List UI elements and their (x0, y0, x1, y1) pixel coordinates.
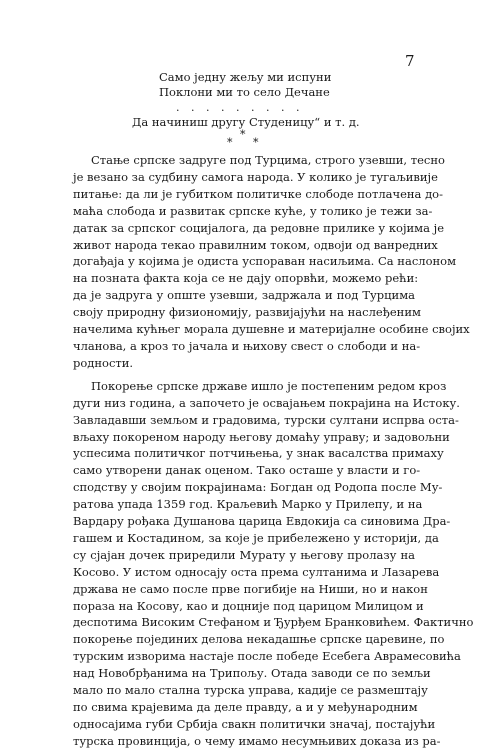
text-line: пораза на Косову, као и доцније под царицом Милицом и (73, 598, 424, 613)
text-line: ратова упада 1359 год. Краљевић Марко у Прилепу, и на (73, 497, 423, 512)
section-asterism: * * * (227, 128, 259, 149)
text-line: чланова, а кроз то јачала и њихову свест о слободи и на- (73, 338, 421, 353)
text-line: маћа слобода и развитак српске куће, у толико је тежи за- (73, 203, 433, 218)
text-line: Завладавши земљом и градовима, турски султани испрва оста- (73, 412, 459, 427)
text-line: држава не само после прве погибије на Ниши, но и након (73, 581, 428, 596)
text-line: дуги низ година, а започето је освајањем покрајина на Истоку. (73, 395, 460, 410)
text-line: своју природну физиономију, развијајући на наслеђеним (73, 305, 421, 320)
text-line: питање: да ли је губитком политичке слободе потлачена до- (73, 186, 443, 201)
text-line: родности. (73, 355, 134, 370)
text-line: Стање српске задруге под Турцима, строго узевши, тесно (91, 153, 445, 167)
paragraph (73, 378, 474, 750)
verse-quotation (132, 70, 432, 130)
text-line: по свима крајевима да деле правду, а и у међународним (73, 700, 418, 714)
text-line: начелима кућњег морала душевне и материјалне особине својих (73, 322, 470, 337)
text-line: живот народа текао правилним током, одвоји од ванредних (73, 237, 438, 252)
text-line: датак за српског социјалога, да редовне прилике у којима је (73, 220, 445, 235)
text-line: гашем и Костадином, за које је прибележено у историји, да (73, 530, 439, 545)
text-line: успесима политичког потчињења, у знак васалства примаху (73, 446, 444, 461)
text-line: турска провинција, о чему имамо несумњивих доказа из ра- (73, 733, 441, 748)
page-number: 7 (405, 52, 415, 70)
text-line: Вардару рођака Душанова царица Евдокија са синовима Дра- (73, 514, 451, 529)
text-line: над Новобрђанима на Трипољу. Отада заводи се по земљи (73, 666, 431, 681)
text-line: Покорење српске државе ишло је постепеним редом кроз (91, 378, 447, 393)
text-line: мало по мало стална турска управа, кадије се размештају (73, 683, 428, 698)
text-line: деспотима Високим Стефаном и Ђурђем Бранковићем. Фактично (73, 615, 474, 630)
verse-line: Поклони ми то село Дечане (159, 85, 330, 99)
verse-line: Само једну жељу ми испуни (159, 70, 332, 84)
text-line: односајима губи Србија свакн политички значај, постајући (73, 716, 436, 731)
verse-ellipsis: . . . . . . . . . (176, 101, 304, 114)
text-line: да је задруга у опште узевши, задржала и под Турцима (73, 288, 415, 303)
verse-closing-line: Да начиниш другу Студеницу“ и т. д. (132, 115, 360, 129)
text-line: вљаху покореном народу његову домаћу управу; и задовољни (73, 429, 450, 444)
text-line: покорење појединих делова некадашње српске царевине, по (73, 632, 445, 647)
text-line: само утворени данак оценом. Тако осташе у власти и го- (73, 463, 421, 478)
paragraph (73, 152, 470, 372)
text-line: догађаја у којима је одиста успораван насиљима. Са наслоном (73, 254, 457, 269)
text-line: Косово. У истом односају оста према султанима и Лазарева (73, 564, 440, 579)
text-line: турским изворима настаје после победе Есебега Аврамесовића (73, 649, 461, 664)
body-text (73, 152, 474, 750)
text-line: су сјајан дочек приредили Мурату у његову пролазу на (73, 547, 415, 562)
text-line: сподству у својим покрајинама: Богдан од Родопа после Му- (73, 480, 443, 495)
text-line: на позната факта која се не дају опорвћи, можемо рећи: (73, 271, 419, 286)
text-line: је везано за судбину самога народа. У колико је тугаљивије (73, 169, 438, 184)
